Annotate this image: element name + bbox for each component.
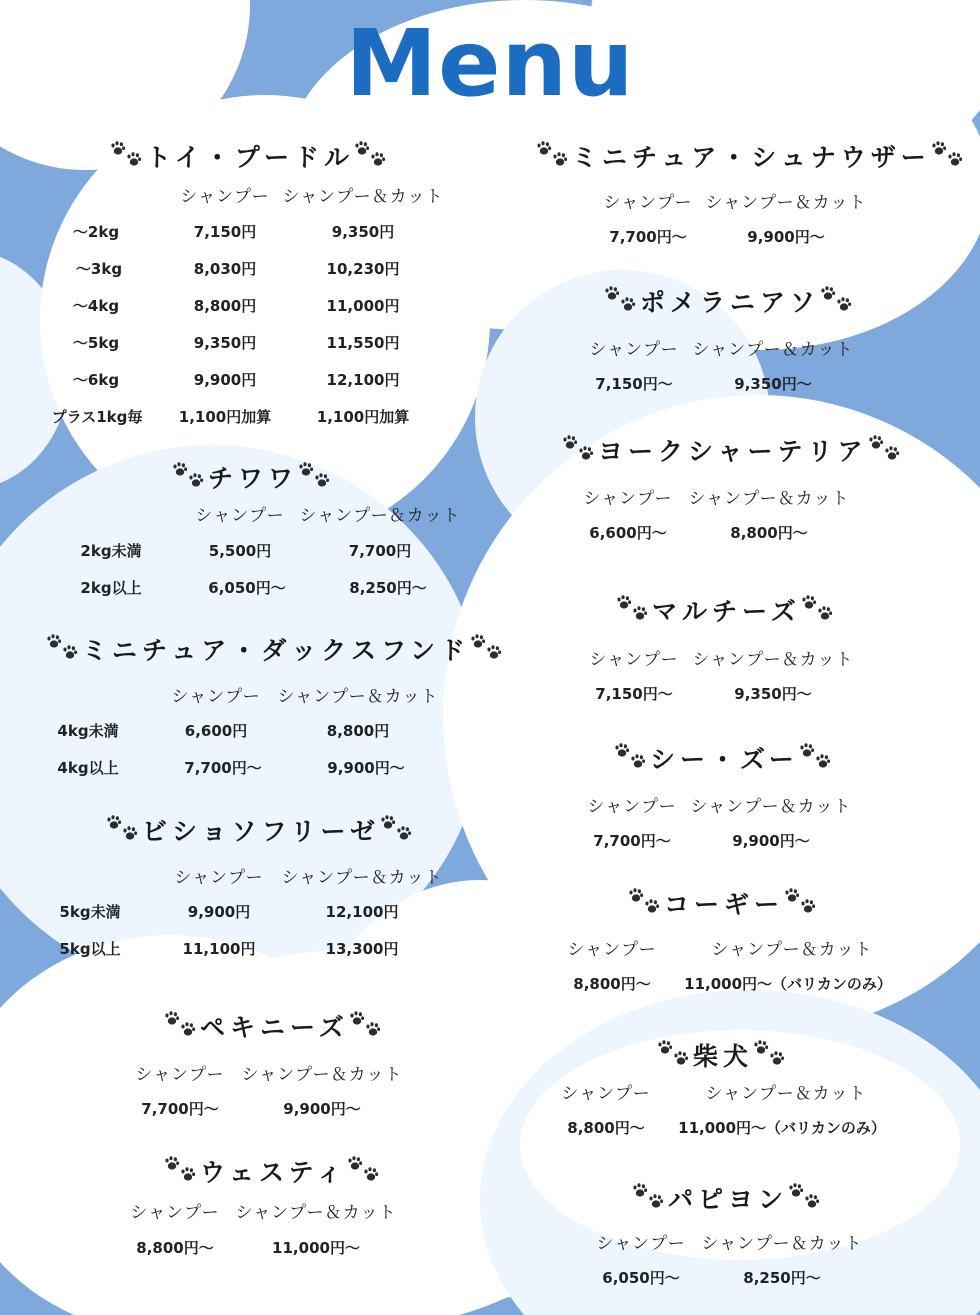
paw-icon [46, 634, 82, 664]
price-cut: 11,000円 [326, 297, 400, 315]
price-shampoo: 7,150円～ [595, 685, 673, 703]
section-title: トイ・プードル [146, 143, 355, 172]
price-cut: 11,000円～（バリカンのみ） [684, 975, 892, 993]
column-header-shampoo-cut: シャンプー＆カット [692, 340, 854, 360]
paw-icon [614, 743, 650, 773]
section-heading-maltese [616, 592, 837, 628]
section-title: ウェスティ [200, 1158, 347, 1187]
price-shampoo: 7,700円～ [141, 1100, 219, 1118]
column-header-shampoo-cut: シャンプー＆カット [705, 1084, 867, 1104]
section-heading-papillon [632, 1180, 824, 1216]
section-title: マルチーズ [652, 597, 801, 626]
row-label: ～3kg [75, 260, 123, 278]
price-shampoo: 8,800円 [193, 297, 257, 315]
column-header-shampoo: シャンプー [603, 193, 693, 213]
section-heading-yorkie [562, 432, 904, 468]
paw-icon [347, 1156, 383, 1186]
column-header-shampoo: シャンプー [596, 1234, 686, 1254]
price-cut: 8,250円～ [349, 579, 427, 597]
section-title: 柴犬 [693, 1042, 754, 1071]
paw-icon [562, 435, 598, 465]
price-shampoo: 5,500円 [208, 542, 272, 560]
price-cut: 13,300円 [325, 940, 399, 958]
paw-icon [931, 141, 967, 171]
column-header-shampoo-cut: シャンプー＆カット [235, 1203, 397, 1223]
row-label: 5kg未満 [59, 903, 121, 921]
paw-icon [753, 1040, 789, 1070]
price-shampoo: 9,350円 [193, 334, 257, 352]
paw-icon [657, 1040, 693, 1070]
column-header-shampoo: シャンプー [589, 340, 679, 360]
price-shampoo: 7,150円 [193, 223, 257, 241]
price-shampoo: 6,050円～ [208, 579, 286, 597]
price-cut: 9,900円～ [283, 1100, 361, 1118]
paw-icon [470, 634, 506, 664]
column-header-shampoo: シャンプー [195, 506, 285, 526]
section-heading-shih-tzu [614, 740, 835, 776]
row-label: ～6kg [72, 371, 120, 389]
section-heading-shiba [657, 1037, 789, 1073]
paw-icon [106, 815, 142, 845]
column-header-shampoo: シャンプー [567, 940, 657, 960]
price-cut: 8,250円～ [743, 1269, 821, 1287]
column-header-shampoo-cut: シャンプー＆カット [701, 1234, 863, 1254]
section-heading-dachshund [46, 631, 506, 667]
paw-icon [172, 462, 208, 492]
column-header-shampoo: シャンプー [589, 650, 679, 670]
row-label: ～2kg [72, 223, 120, 241]
row-label: ～5kg [72, 334, 120, 352]
section-heading-pomeranian [604, 283, 856, 319]
section-title: パピヨン [668, 1185, 789, 1214]
price-shampoo: 6,600円 [184, 722, 248, 740]
price-cut: 11,000円～（バリカンのみ） [678, 1119, 886, 1137]
paw-icon [801, 595, 837, 625]
price-shampoo: 7,700円～ [593, 832, 671, 850]
section-heading-chihuahua [172, 459, 334, 495]
paw-icon [616, 595, 652, 625]
paw-icon [298, 462, 334, 492]
section-heading-pekingese [164, 1008, 385, 1044]
column-header-shampoo: シャンプー [583, 489, 673, 509]
row-label: ～4kg [72, 297, 120, 315]
section-heading-toy-poodle [110, 138, 390, 174]
section-heading-corgi [628, 885, 820, 921]
paw-icon [784, 888, 820, 918]
price-cut: 9,900円～ [732, 832, 810, 850]
price-cut: 8,800円 [326, 722, 390, 740]
price-cut: 11,000円～ [272, 1239, 360, 1257]
section-heading-schnauzer [536, 138, 967, 174]
price-shampoo: 11,100円 [182, 940, 256, 958]
section-heading-westie [164, 1153, 383, 1189]
price-shampoo: 8,800円～ [573, 975, 651, 993]
section-title: コーギー [664, 890, 785, 919]
price-cut: 9,900円～ [747, 228, 825, 246]
price-cut: 1,100円加算 [316, 408, 410, 426]
price-cut: 9,900円～ [327, 759, 405, 777]
column-header-shampoo: シャンプー [180, 187, 270, 207]
row-label: 4kg以上 [57, 759, 119, 777]
column-header-shampoo: シャンプー [135, 1065, 225, 1085]
column-header-shampoo-cut: シャンプー＆カット [282, 187, 444, 207]
price-shampoo: 1,100円加算 [178, 408, 272, 426]
price-shampoo: 7,700円～ [184, 759, 262, 777]
column-header-shampoo: シャンプー [171, 687, 261, 707]
paw-icon [380, 815, 416, 845]
column-header-shampoo-cut: シャンプー＆カット [688, 489, 850, 509]
column-header-shampoo: シャンプー [174, 868, 264, 888]
menu-title: Menu [345, 10, 635, 117]
column-header-shampoo-cut: シャンプー＆カット [705, 193, 867, 213]
price-cut: 11,550円 [326, 334, 400, 352]
paw-icon [164, 1156, 200, 1186]
paw-icon [349, 1011, 385, 1041]
price-cut: 9,350円～ [734, 685, 812, 703]
section-title: チワワ [208, 464, 299, 493]
section-title: ビショソフリーゼ [142, 817, 381, 846]
column-header-shampoo-cut: シャンプー＆カット [277, 687, 439, 707]
paw-icon [632, 1183, 668, 1213]
price-shampoo: 7,150円～ [595, 375, 673, 393]
price-cut: 12,100円 [326, 371, 400, 389]
section-title: ミニチュア・シュナウザー [572, 143, 931, 172]
column-header-shampoo: シャンプー [561, 1084, 651, 1104]
price-cut: 8,800円～ [730, 524, 808, 542]
price-shampoo: 6,600円～ [589, 524, 667, 542]
paw-icon [604, 286, 640, 316]
price-cut: 10,230円 [326, 260, 400, 278]
column-header-shampoo-cut: シャンプー＆カット [711, 940, 873, 960]
price-shampoo: 7,700円～ [609, 228, 687, 246]
price-shampoo: 9,900円 [187, 903, 251, 921]
column-header-shampoo-cut: シャンプー＆カット [299, 506, 461, 526]
paw-icon [164, 1011, 200, 1041]
price-shampoo: 9,900円 [193, 371, 257, 389]
row-label: 2kg未満 [80, 542, 142, 560]
price-cut: 7,700円 [348, 542, 412, 560]
paw-icon [868, 435, 904, 465]
paw-icon [799, 743, 835, 773]
price-cut: 9,350円～ [734, 375, 812, 393]
paw-icon [820, 286, 856, 316]
paw-icon [536, 141, 572, 171]
row-label: 2kg以上 [80, 579, 142, 597]
column-header-shampoo-cut: シャンプー＆カット [281, 868, 443, 888]
section-title: ポメラニアソ [640, 288, 821, 317]
section-title: ヨークシャーテリア [598, 437, 868, 466]
column-header-shampoo: シャンプー [587, 797, 677, 817]
price-cut: 12,100円 [325, 903, 399, 921]
paw-icon [788, 1183, 824, 1213]
section-title: ペキニーズ [200, 1013, 349, 1042]
price-shampoo: 8,030円 [193, 260, 257, 278]
section-title: シー・ズー [650, 745, 799, 774]
paw-icon [628, 888, 664, 918]
paw-icon [354, 141, 390, 171]
price-cut: 9,350円 [331, 223, 395, 241]
row-label: プラス1kg毎 [51, 408, 143, 426]
section-heading-bichon [106, 812, 416, 848]
column-header-shampoo: シャンプー [130, 1203, 220, 1223]
price-shampoo: 8,800円～ [567, 1119, 645, 1137]
section-title: ミニチュア・ダックスフンド [82, 636, 471, 665]
column-header-shampoo-cut: シャンプー＆カット [692, 650, 854, 670]
row-label: 4kg未満 [57, 722, 119, 740]
row-label: 5kg以上 [59, 940, 121, 958]
column-header-shampoo-cut: シャンプー＆カット [690, 797, 852, 817]
price-shampoo: 6,050円～ [602, 1269, 680, 1287]
paw-icon [110, 141, 146, 171]
price-shampoo: 8,800円～ [136, 1239, 214, 1257]
column-header-shampoo-cut: シャンプー＆カット [241, 1065, 403, 1085]
